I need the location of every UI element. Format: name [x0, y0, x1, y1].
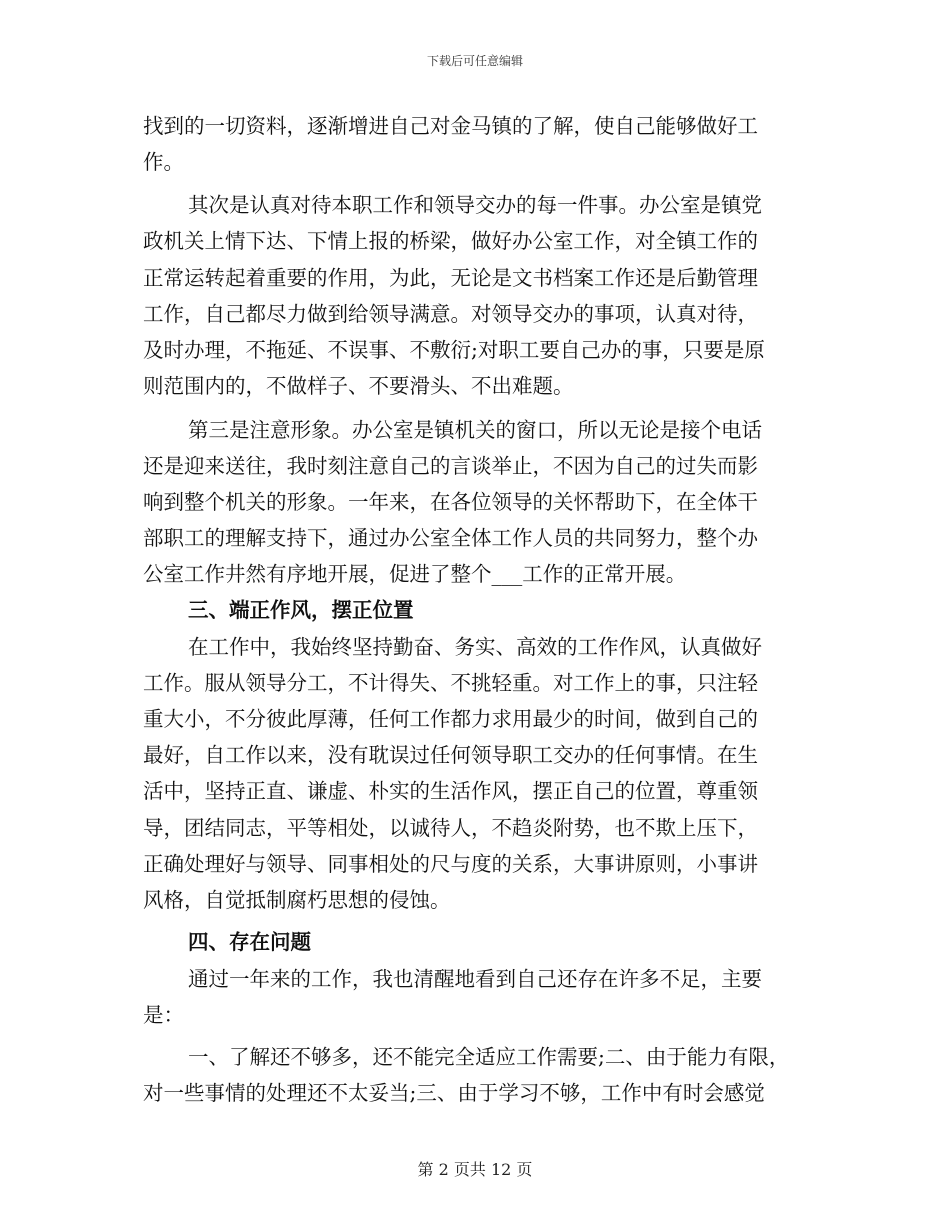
paragraph-line: 通过一年来的工作，我也清醒地看到自己还存在许多不足，主要 — [188, 967, 762, 991]
paragraph-line: 活中，坚持正直、谦虚、朴实的生活作风，摆正自己的位置，尊重领 — [143, 779, 758, 803]
paragraph-line: 第三是注意形象。办公室是镇机关的窗口，所以无论是接个电话 — [188, 418, 762, 442]
paragraph-line: 导，团结同志，平等相处，以诚待人，不趋炎附势，也不欺上压下， — [143, 816, 758, 840]
paragraph-line: 则范围内的，不做样子、不要滑头、不出难题。 — [143, 374, 574, 398]
paragraph-line: 及时办理，不拖延、不误事、不敷衍;对职工要自己办的事，只要是原 — [143, 338, 765, 362]
paragraph-line: 部职工的理解支持下，通过办公室全体工作人员的共同努力，整个办 — [143, 526, 758, 550]
paragraph-line: 公室工作井然有序地开展，促进了整个___工作的正常开展。 — [143, 562, 687, 586]
paragraph-line: 工作。服从领导分工，不计得失、不挑轻重。对工作上的事，只注轻 — [143, 671, 758, 695]
section-heading: 四、存在问题 — [188, 930, 311, 954]
paragraph-line: 找到的一切资料，逐渐增进自己对金马镇的了解，使自己能够做好工 — [143, 114, 758, 138]
page-header: 下载后可任意编辑 — [426, 54, 523, 68]
paragraph-line: 响到整个机关的形象。一年来，在各位领导的关怀帮助下，在全体干 — [143, 490, 758, 514]
paragraph-line: 工作，自己都尽力做到给领导满意。对领导交办的事项，认真对待， — [143, 302, 758, 326]
paragraph-line: 风格，自觉抵制腐朽思想的侵蚀。 — [143, 888, 451, 912]
paragraph-line: 正常运转起着重要的作用，为此，无论是文书档案工作还是后勤管理 — [143, 266, 758, 290]
paragraph-line: 重大小，不分彼此厚薄，任何工作都力求用最少的时间，做到自己的 — [143, 707, 758, 731]
paragraph-line: 其次是认真对待本职工作和领导交办的每一件事。办公室是镇党 — [188, 193, 762, 217]
paragraph-line: 正确处理好与领导、同事相处的尺与度的关系，大事讲原则，小事讲 — [143, 852, 758, 876]
paragraph-line: 作。 — [143, 150, 184, 174]
paragraph-line: 还是迎来送往，我时刻注意自己的言谈举止，不因为自己的过失而影 — [143, 454, 758, 478]
paragraph-line: 一、了解还不够多，还不能完全适应工作需要;二、由于能力有限， — [188, 1045, 790, 1069]
paragraph-line: 在工作中，我始终坚持勤奋、务实、高效的工作作风，认真做好 — [188, 635, 762, 659]
page-number-footer: 第 2 页共 12 页 — [417, 1160, 533, 1179]
paragraph-line: 是： — [143, 1003, 184, 1027]
section-heading: 三、端正作风，摆正位置 — [188, 598, 414, 622]
paragraph-line: 最好，自工作以来，没有耽误过任何领导职工交办的任何事情。在生 — [143, 743, 758, 767]
paragraph-line: 政机关上情下达、下情上报的桥梁，做好办公室工作，对全镇工作的 — [143, 229, 758, 253]
paragraph-line: 对一些事情的处理还不太妥当;三、由于学习不够，工作中有时会感觉 — [143, 1081, 765, 1105]
